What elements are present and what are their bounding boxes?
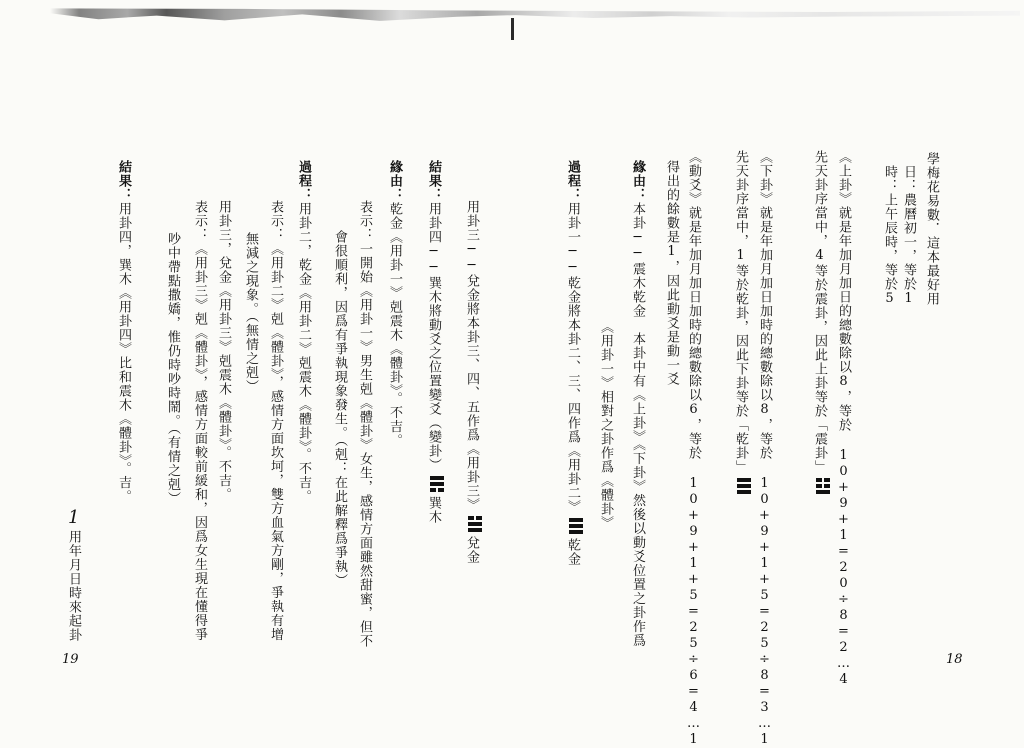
lower-trigram-line-a: 《下卦》就是年加月加日加時的總數除以8，等於 10+9+1+5=25÷8=3…1 (757, 150, 772, 748)
moving-line-a: 《動爻》就是年加月加日加時的總數除以6，等於 10+9+1+5=25÷6=4…1 (686, 150, 701, 748)
result1-block (426, 160, 444, 524)
origin2-block (387, 160, 402, 448)
process-hex-caption: 乾金 (565, 538, 580, 566)
scan-edge-artifact (50, 6, 1020, 30)
result2-text: 用卦四，巽木《用卦四》比和震木《體卦》。吉。 (116, 202, 131, 504)
origin-text-2: 《用卦一》相對之卦作爲《體卦》 (598, 320, 613, 530)
show3-a: 表示：《用卦三》剋《體卦》，感情方面較前緩和，因爲女生現在懂得爭 (192, 200, 207, 642)
hexagram-qian-icon (737, 477, 751, 495)
upper-trigram-line-a: 《上卦》就是年加月加日的總數除以8，等於 10+9+1=20÷8=2…4 (836, 150, 851, 688)
gua3b-line: 用卦三，兌金《用卦三》剋震木《體卦》。不吉。 (216, 200, 231, 502)
lower-trigram-line-b-wrap (733, 150, 751, 498)
show1-a: 表示：一開始《用卦一》男生剋《體卦》女生，感情方面雖然甜蜜，但不 (357, 200, 372, 648)
process-text: 用卦一──乾金將本卦二、三、四作爲《用卦二》 (565, 202, 580, 514)
moving-line-b: 得出的餘數是1，因此動爻是動一爻 (664, 160, 679, 386)
hexagram-dui-icon (468, 515, 482, 533)
origin-text: 本卦──震木乾金 本卦中有《上卦》《下卦》然後以動爻位置之卦作爲 (630, 202, 645, 648)
result1-text: 用卦四──巽木將動爻之位置變爻（變卦） (426, 202, 441, 472)
sidebar-note: 用年月日時來起卦 (66, 530, 81, 642)
result2-label: 結果： (116, 160, 131, 202)
upper-trigram-line-b: 先天卦序當中，4等於震卦，因此上卦等於「震卦」 (812, 150, 827, 474)
process2-block (296, 160, 311, 504)
day-line: 日：農曆初一，等於1 (901, 165, 916, 307)
running-header: 學梅花易數．這本最好用 (924, 152, 939, 306)
origin2-text: 乾金《用卦一》剋震木《體卦》。不吉。 (387, 202, 402, 448)
time-line: 時：上午辰時，等於5 (882, 165, 897, 307)
gua3-caption: 兌金 (464, 536, 479, 564)
show3-b: 吵中帶點撒嬌，惟仍時吵時鬧。（有情之剋） (165, 232, 180, 506)
gua3-line: 用卦三──兌金將本卦三、四、五作爲《用卦三》 (464, 200, 479, 512)
page-number-right: 18 (946, 652, 963, 667)
book-spine-mark (511, 18, 514, 40)
process-label: 過程： (565, 160, 580, 202)
process2-label: 過程： (296, 160, 311, 202)
result1-caption: 巽木 (426, 496, 441, 524)
sidebar-mark: 1 (68, 507, 80, 528)
gua3-block (464, 200, 482, 564)
process-block (565, 160, 583, 566)
lower-trigram-line-b: 先天卦序當中，1等於乾卦，因此下卦等於「乾卦」 (733, 150, 748, 474)
origin2-label: 緣由： (387, 160, 402, 202)
upper-trigram-line-b-wrap (812, 150, 830, 498)
show2-a: 表示：《用卦二》剋《體卦》，感情方面坎坷，雙方血氣方剛，爭執有增 (268, 200, 283, 642)
result2-block (116, 160, 131, 504)
process2-text: 用卦二，乾金《用卦二》剋震木《體卦》。不吉。 (296, 202, 311, 504)
hexagram-zhen-icon (816, 477, 830, 495)
show2-b: 無減之現象。（無情之剋） (243, 232, 258, 394)
result1-label: 結果： (426, 160, 441, 202)
hexagram-qian-icon (569, 517, 583, 535)
origin-block (630, 160, 645, 648)
origin-label: 緣由： (630, 160, 645, 202)
show1-b: 會很順利，因爲有爭執現象發生。（剋：在此解釋爲爭執） (332, 230, 347, 588)
page-number-left: 19 (62, 652, 79, 667)
hexagram-xun-icon (430, 475, 444, 493)
